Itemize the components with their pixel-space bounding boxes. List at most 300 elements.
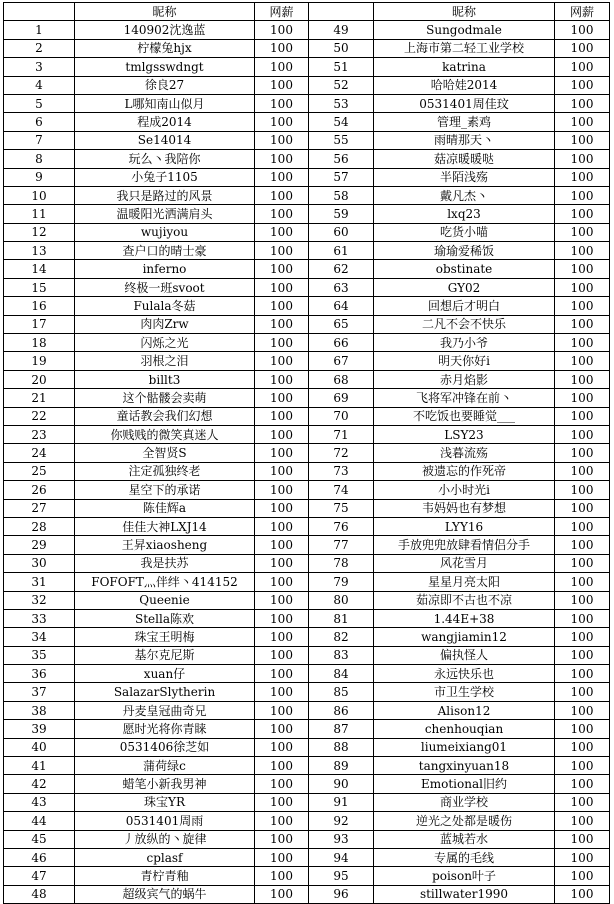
table-row [4,665,610,683]
row-index-cell-left: 39 [4,720,75,738]
table-row [4,21,610,39]
row-index-cell-left: 13 [4,242,75,260]
row-index-cell-left: 23 [4,425,75,443]
salary-cell-left: 100 [255,554,309,572]
salary-cell-right: 100 [555,793,610,811]
salary-cell-left: 100 [255,720,309,738]
salary-cell-right: 100 [555,260,610,278]
row-index-cell-left: 10 [4,186,75,204]
nickname-cell-right: LSY23 [374,425,555,443]
row-index-cell-left: 38 [4,701,75,719]
row-index-cell-left: 29 [4,536,75,554]
row-index-cell-right: 81 [309,609,374,627]
salary-cell-left: 100 [255,665,309,683]
row-index-cell-left: 30 [4,554,75,572]
salary-cell-right: 100 [555,499,610,517]
table-row [4,352,610,370]
nickname-cell-left: billt3 [75,370,255,388]
table-row [4,775,610,793]
row-index-cell-left: 17 [4,315,75,333]
nickname-cell-right: 回想后才明白 [374,297,555,315]
salary-cell-left: 100 [255,352,309,370]
row-index-cell-right: 58 [309,186,374,204]
row-index-cell-right: 55 [309,131,374,149]
row-index-cell-left: 28 [4,517,75,535]
nickname-cell-right: lxq23 [374,205,555,223]
row-index-cell-right: 62 [309,260,374,278]
row-index-cell-left: 1 [4,21,75,39]
nickname-cell-right: katrina [374,58,555,76]
table-row [4,278,610,296]
nickname-cell-left: 0531406徐芝如 [75,738,255,756]
table-row [4,462,610,480]
row-index-cell-right: 94 [309,848,374,866]
nickname-cell-left: Se14014 [75,131,255,149]
nickname-cell-left: SalazarSlytherin [75,683,255,701]
table-row [4,481,610,499]
nickname-cell-right: 二凡不会不快乐 [374,315,555,333]
nickname-cell-right: chenhouqian [374,720,555,738]
salary-cell-right: 100 [555,58,610,76]
table-row [4,536,610,554]
nickname-cell-right: 飞将军冲锋在前丶 [374,389,555,407]
salary-cell-right: 100 [555,646,610,664]
salary-cell-left: 100 [255,21,309,39]
salary-cell-left: 100 [255,793,309,811]
table-row [4,793,610,811]
row-index-cell-left: 47 [4,867,75,885]
nickname-cell-right: tangxinyuan18 [374,757,555,775]
nickname-cell-left: L哪知南山似月 [75,94,255,112]
nickname-cell-right: stillwater1990 [374,885,555,903]
salary-cell-left: 100 [255,830,309,848]
nickname-cell-right: poison叶子 [374,867,555,885]
salary-cell-left: 100 [255,425,309,443]
salary-cell-left: 100 [255,812,309,830]
table-row [4,407,610,425]
nickname-cell-right: Emotional旧约 [374,775,555,793]
row-index-cell-right: 73 [309,462,374,480]
nickname-cell-right: 浅暮流殇 [374,444,555,462]
salary-cell-right: 100 [555,701,610,719]
header-index-right [309,3,374,21]
nickname-cell-left: Stella陈欢 [75,609,255,627]
salary-cell-right: 100 [555,444,610,462]
nickname-cell-right: 吃货小喵 [374,223,555,241]
row-index-cell-right: 84 [309,665,374,683]
salary-cell-right: 100 [555,720,610,738]
nickname-cell-right: liumeixiang01 [374,738,555,756]
nickname-cell-left: 我只是路过的风景 [75,186,255,204]
nickname-cell-left: 我是扶苏 [75,554,255,572]
row-index-cell-left: 46 [4,848,75,866]
row-index-cell-right: 64 [309,297,374,315]
row-index-cell-left: 3 [4,58,75,76]
nickname-cell-right: wangjiamin12 [374,628,555,646]
nickname-cell-left: 佳佳大神LXJ14 [75,517,255,535]
salary-cell-left: 100 [255,389,309,407]
nickname-cell-right: 永远快乐也 [374,665,555,683]
salary-cell-left: 100 [255,867,309,885]
nickname-cell-left: 丿放纵的丶旋律 [75,830,255,848]
nickname-cell-right: 哈哈娃2014 [374,76,555,94]
row-index-cell-left: 14 [4,260,75,278]
nickname-cell-left: 闪烁之光 [75,334,255,352]
row-index-cell-left: 18 [4,334,75,352]
salary-cell-right: 100 [555,223,610,241]
row-index-cell-left: 7 [4,131,75,149]
nickname-cell-left: 柠檬兔hjx [75,39,255,57]
nickname-cell-left: Fulala冬菇 [75,297,255,315]
table-row [4,113,610,131]
row-index-cell-left: 33 [4,609,75,627]
table-row [4,444,610,462]
row-index-cell-right: 88 [309,738,374,756]
row-index-cell-right: 67 [309,352,374,370]
salary-cell-left: 100 [255,205,309,223]
row-index-cell-left: 31 [4,573,75,591]
salary-cell-right: 100 [555,76,610,94]
nickname-cell-left: 小兔子1105 [75,168,255,186]
nickname-cell-left: 注定孤独终老 [75,462,255,480]
nickname-cell-left: 珠宝王明梅 [75,628,255,646]
nickname-cell-left: cplasf [75,848,255,866]
salary-cell-right: 100 [555,297,610,315]
salary-cell-left: 100 [255,462,309,480]
salary-cell-left: 100 [255,481,309,499]
salary-cell-left: 100 [255,39,309,57]
nickname-cell-left: 丹麦皇冠曲奇兄 [75,701,255,719]
row-index-cell-right: 70 [309,407,374,425]
row-index-cell-right: 56 [309,150,374,168]
table-row [4,867,610,885]
table-row [4,757,610,775]
row-index-cell-right: 72 [309,444,374,462]
row-index-cell-right: 59 [309,205,374,223]
row-index-cell-right: 91 [309,793,374,811]
salary-cell-left: 100 [255,573,309,591]
table-row [4,628,610,646]
row-index-cell-left: 22 [4,407,75,425]
row-index-cell-left: 43 [4,793,75,811]
nickname-cell-right: Sungodmale [374,21,555,39]
row-index-cell-right: 85 [309,683,374,701]
table-row [4,131,610,149]
salary-cell-right: 100 [555,352,610,370]
nickname-cell-left: wujiyou [75,223,255,241]
salary-cell-right: 100 [555,186,610,204]
nickname-cell-right: 瑜瑜爱稀饭 [374,242,555,260]
table-row [4,683,610,701]
table-row [4,389,610,407]
row-index-cell-left: 8 [4,150,75,168]
table-row [4,58,610,76]
header-nickname-left: 昵称 [75,3,255,21]
nickname-cell-right: 商业学校 [374,793,555,811]
table-row [4,554,610,572]
header-salary-right: 网薪 [555,3,610,21]
salary-cell-left: 100 [255,297,309,315]
table-row [4,186,610,204]
nickname-cell-left: 羽根之泪 [75,352,255,370]
salary-cell-right: 100 [555,113,610,131]
row-index-cell-left: 20 [4,370,75,388]
nickname-cell-right: 不吃饭也要睡觉___ [374,407,555,425]
row-index-cell-left: 45 [4,830,75,848]
nickname-cell-left: 0531401周雨 [75,812,255,830]
row-index-cell-right: 86 [309,701,374,719]
nickname-cell-right: 蓝城若水 [374,830,555,848]
nickname-cell-left: inferno [75,260,255,278]
salary-cell-right: 100 [555,885,610,903]
salary-cell-right: 100 [555,554,610,572]
table-row [4,609,610,627]
row-index-cell-left: 16 [4,297,75,315]
row-index-cell-left: 15 [4,278,75,296]
salary-cell-left: 100 [255,168,309,186]
row-index-cell-left: 6 [4,113,75,131]
row-index-cell-right: 74 [309,481,374,499]
row-index-cell-right: 65 [309,315,374,333]
nickname-cell-left: 玩么丶我陪你 [75,150,255,168]
salary-cell-left: 100 [255,848,309,866]
row-index-cell-right: 57 [309,168,374,186]
table-row [4,646,610,664]
nickname-cell-left: 超级宾气的蜗牛 [75,885,255,903]
row-index-cell-left: 25 [4,462,75,480]
salary-cell-left: 100 [255,701,309,719]
row-index-cell-right: 92 [309,812,374,830]
nickname-cell-left: 查户口的晴士豪 [75,242,255,260]
nickname-cell-right: 偏执怪人 [374,646,555,664]
nickname-cell-right: 星星月亮太阳 [374,573,555,591]
nickname-cell-right: 戴凡杰丶 [374,186,555,204]
salary-cell-right: 100 [555,830,610,848]
salary-cell-left: 100 [255,58,309,76]
salary-cell-right: 100 [555,848,610,866]
salary-cell-left: 100 [255,609,309,627]
row-index-cell-right: 79 [309,573,374,591]
nickname-cell-right: 市卫生学校 [374,683,555,701]
salary-cell-left: 100 [255,775,309,793]
nickname-cell-right: 逆光之处都是暖伤 [374,812,555,830]
row-index-cell-left: 41 [4,757,75,775]
row-index-cell-left: 27 [4,499,75,517]
table-row [4,39,610,57]
nickname-cell-right: Alison12 [374,701,555,719]
row-index-cell-right: 75 [309,499,374,517]
salary-cell-right: 100 [555,867,610,885]
salary-cell-left: 100 [255,536,309,554]
salary-cell-right: 100 [555,407,610,425]
nickname-cell-left: 蒲荷绿c [75,757,255,775]
salary-cell-right: 100 [555,39,610,57]
row-index-cell-left: 36 [4,665,75,683]
row-index-cell-right: 95 [309,867,374,885]
row-index-cell-right: 83 [309,646,374,664]
salary-cell-right: 100 [555,334,610,352]
salary-spreadsheet [3,2,610,904]
nickname-cell-right: 半陌浅殇 [374,168,555,186]
nickname-cell-left: 温暖阳光洒满肩头 [75,205,255,223]
salary-cell-left: 100 [255,370,309,388]
row-index-cell-right: 69 [309,389,374,407]
nickname-cell-right: 专属的毛线 [374,848,555,866]
row-index-cell-right: 77 [309,536,374,554]
header-nickname-right: 昵称 [374,3,555,21]
salary-cell-right: 100 [555,812,610,830]
row-index-cell-left: 32 [4,591,75,609]
salary-cell-left: 100 [255,646,309,664]
table-row [4,738,610,756]
row-index-cell-right: 80 [309,591,374,609]
nickname-cell-right: 风花雪月 [374,554,555,572]
table-row [4,573,610,591]
nickname-cell-left: tmlgsswdngt [75,58,255,76]
nickname-cell-right: 手放兜兜放肆看情侣分手 [374,536,555,554]
row-index-cell-left: 34 [4,628,75,646]
salary-cell-right: 100 [555,609,610,627]
row-index-cell-right: 60 [309,223,374,241]
table-row [4,591,610,609]
nickname-cell-left: 你贱贱的微笑真迷人 [75,425,255,443]
row-index-cell-left: 2 [4,39,75,57]
row-index-cell-left: 35 [4,646,75,664]
salary-cell-right: 100 [555,389,610,407]
table-row [4,260,610,278]
row-index-cell-left: 12 [4,223,75,241]
table-row [4,885,610,903]
nickname-cell-right: 赤月焰影 [374,370,555,388]
row-index-cell-left: 19 [4,352,75,370]
salary-cell-left: 100 [255,113,309,131]
nickname-cell-right: 管理_素鸡 [374,113,555,131]
nickname-cell-left: 基尔克尼斯 [75,646,255,664]
row-index-cell-right: 52 [309,76,374,94]
row-index-cell-right: 71 [309,425,374,443]
salary-cell-left: 100 [255,885,309,903]
salary-cell-right: 100 [555,21,610,39]
table-row [4,334,610,352]
salary-cell-right: 100 [555,775,610,793]
table-row [4,242,610,260]
nickname-cell-right: 菇凉暖暖哒 [374,150,555,168]
salary-cell-left: 100 [255,186,309,204]
salary-cell-right: 100 [555,591,610,609]
salary-cell-left: 100 [255,223,309,241]
table-row [4,223,610,241]
salary-cell-left: 100 [255,591,309,609]
nickname-cell-right: 韦妈妈也有梦想 [374,499,555,517]
table-row [4,315,610,333]
row-index-cell-right: 82 [309,628,374,646]
row-index-cell-left: 37 [4,683,75,701]
row-index-cell-left: 9 [4,168,75,186]
salary-cell-left: 100 [255,150,309,168]
salary-cell-left: 100 [255,260,309,278]
salary-cell-right: 100 [555,738,610,756]
nickname-cell-left: 终极一班svoot [75,278,255,296]
salary-cell-right: 100 [555,536,610,554]
table-row [4,76,610,94]
nickname-cell-left: 徐良27 [75,76,255,94]
nickname-cell-right: GY02 [374,278,555,296]
nickname-cell-right: 茹凉即不古也不凉 [374,591,555,609]
nickname-cell-right: LYY16 [374,517,555,535]
row-index-cell-right: 49 [309,21,374,39]
row-index-cell-right: 78 [309,554,374,572]
nickname-cell-left: 青柠青釉 [75,867,255,885]
table-row [4,168,610,186]
row-index-cell-left: 4 [4,76,75,94]
nickname-cell-right: obstinate [374,260,555,278]
nickname-cell-left: 陈佳辉a [75,499,255,517]
salary-cell-left: 100 [255,131,309,149]
nickname-cell-left: 童话教会我们幻想 [75,407,255,425]
table-row [4,830,610,848]
salary-cell-left: 100 [255,517,309,535]
salary-cell-left: 100 [255,444,309,462]
nickname-cell-left: 全智贤S [75,444,255,462]
salary-cell-left: 100 [255,76,309,94]
row-index-cell-left: 11 [4,205,75,223]
row-index-cell-right: 51 [309,58,374,76]
salary-cell-left: 100 [255,315,309,333]
table-row [4,720,610,738]
salary-cell-right: 100 [555,462,610,480]
row-index-cell-left: 48 [4,885,75,903]
salary-cell-right: 100 [555,315,610,333]
salary-cell-left: 100 [255,628,309,646]
nickname-cell-left: Queenie [75,591,255,609]
header-row [4,3,610,21]
salary-cell-right: 100 [555,150,610,168]
salary-cell-left: 100 [255,242,309,260]
nickname-cell-right: 0531401周佳玟 [374,94,555,112]
header-salary-left: 网薪 [255,3,309,21]
nickname-cell-right: 小小时光i [374,481,555,499]
table-row [4,94,610,112]
salary-cell-left: 100 [255,683,309,701]
nickname-cell-left: 程成2014 [75,113,255,131]
salary-cell-right: 100 [555,683,610,701]
nickname-cell-left: xuan仔 [75,665,255,683]
row-index-cell-right: 54 [309,113,374,131]
row-index-cell-left: 21 [4,389,75,407]
row-index-cell-right: 68 [309,370,374,388]
row-index-cell-left: 24 [4,444,75,462]
salary-cell-left: 100 [255,278,309,296]
row-index-cell-right: 93 [309,830,374,848]
nickname-cell-left: 愿时光将你青睐 [75,720,255,738]
nickname-cell-left: 珠宝YR [75,793,255,811]
nickname-cell-left: 这个骷髅会卖萌 [75,389,255,407]
row-index-cell-left: 40 [4,738,75,756]
nickname-cell-left: 王昇xiaosheng [75,536,255,554]
salary-cell-left: 100 [255,499,309,517]
salary-cell-left: 100 [255,738,309,756]
table-row [4,812,610,830]
salary-cell-left: 100 [255,334,309,352]
salary-cell-left: 100 [255,94,309,112]
row-index-cell-left: 26 [4,481,75,499]
row-index-cell-right: 50 [309,39,374,57]
salary-cell-left: 100 [255,757,309,775]
table-row [4,297,610,315]
header-index-left [4,3,75,21]
nickname-cell-right: 1.44E+38 [374,609,555,627]
salary-cell-right: 100 [555,573,610,591]
